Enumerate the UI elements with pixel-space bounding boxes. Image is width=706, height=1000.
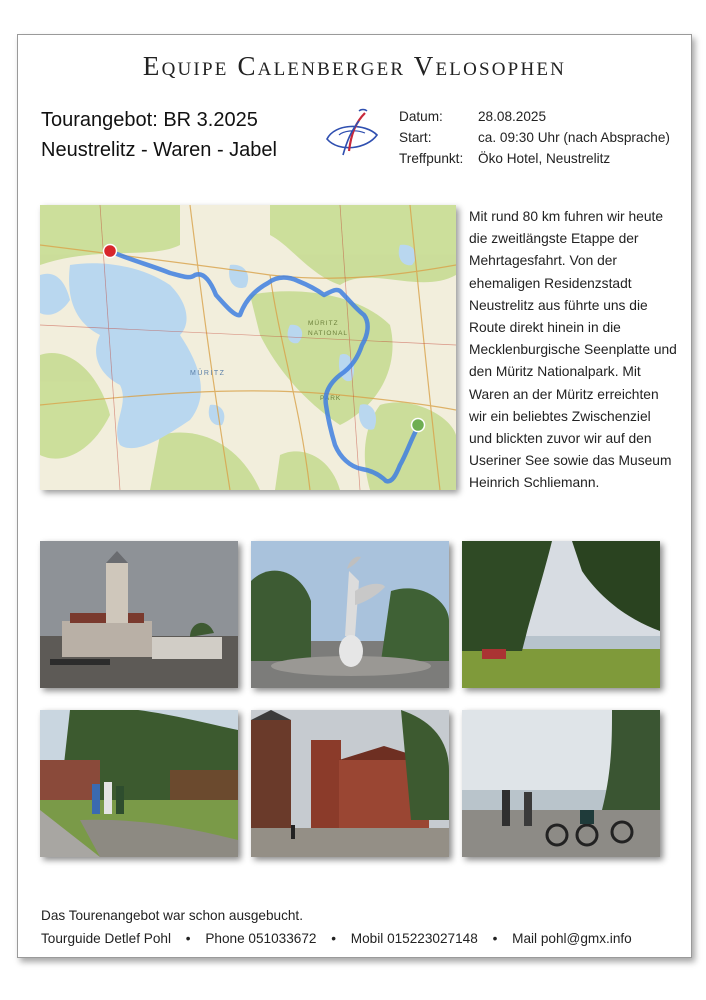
booking-note: Das Tourenangebot war schon ausgebucht. [41,908,303,923]
start-value: ca. 09:30 Uhr (nach Absprache) [478,130,670,145]
photo-town-church [40,541,238,688]
date-value: 28.08.2025 [478,109,547,124]
map-label-park-2: NATIONAL [308,330,349,337]
separator-1: • [185,931,191,946]
separator-2: • [331,931,337,946]
velosophen-logo-icon [321,105,383,163]
route-map [40,205,456,490]
photo-group-hike [40,710,238,857]
flyer-sheet [17,34,692,958]
phone-label: Phone [205,931,245,946]
meeting-value: Öko Hotel, Neustrelitz [478,151,611,166]
mail-value: pohl@gmx.info [540,931,632,946]
tour-route: Neustrelitz - Waren - Jabel [41,139,277,161]
map-label-park-1: MÜRITZ [308,320,339,327]
phone-value: 051033672 [248,931,317,946]
footer [41,904,632,950]
contact-line [41,927,632,950]
tour-heading [41,105,277,165]
tour-description: Mit rund 80 km fuhren wir heute die zweitlängste Etappe der Mehrtagesfahrt. Von der ehemaligen Residenzstadt Neustrelitz aus führte uns die Route direkt hinein in die Mecklenburgische Seenplatte und den Müritz Nationalpark. Mit Waren an der Müritz erreichten wir ein beliebtes Zwischenziel und blickten zuvor wir auf den Useriner See sowie das Museum Heinrich Schliemann. [469,209,677,491]
guide-name: Detlef Pohl [104,931,171,946]
tour-meta [399,106,670,169]
start-marker-icon [104,245,117,258]
mail-label: Mail [512,931,538,946]
date-row [399,106,670,127]
photo-brick-church [251,710,449,857]
start-label: Start: [399,130,432,145]
date-label: Datum: [399,109,443,124]
map-label-lake: MÜRITZ [190,370,226,377]
mobile-label: Mobil [350,931,384,946]
mobile-value: 015223027148 [387,931,478,946]
tour-offer: Tourangebot: BR 3.2025 [41,109,258,131]
photo-sculpture [251,541,449,688]
meeting-row [399,148,670,169]
club-name: Equipe Calenberger Velosophen [142,51,567,81]
separator-3: • [492,931,498,946]
end-marker-icon [412,419,425,432]
guide-label: Tourguide [41,931,101,946]
meeting-label: Treffpunkt: [399,151,464,166]
photo-cyclists-lake [462,710,660,857]
map-label-park-3: PARK [320,395,342,402]
photo-lakeside-park [462,541,660,688]
start-row [399,127,670,148]
